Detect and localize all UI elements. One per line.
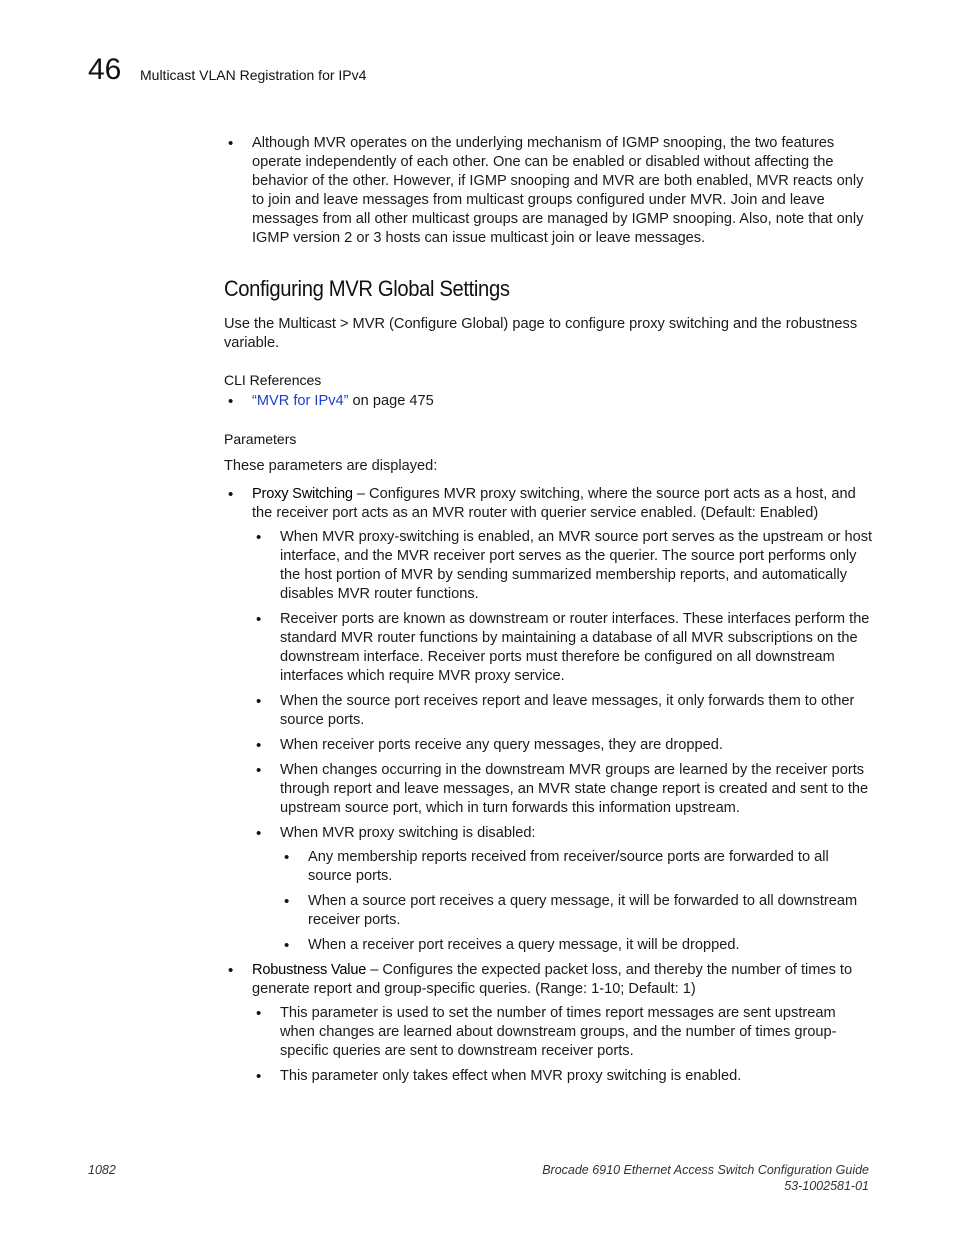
- cli-reference-page: on page 475: [348, 393, 434, 409]
- param-proxy-switching: [224, 485, 874, 523]
- param-term: Proxy Switching: [252, 486, 353, 502]
- footer-doc-number: 53-1002581-01: [784, 1179, 869, 1193]
- list-item: • When changes occurring in the downstream MVR groups are learned by the receiver ports through report and leave messages, an MVR state change report is created and sent to the upstream source port, which in turn forwards this information upstream.: [252, 761, 874, 818]
- list-item: • When MVR proxy switching is disabled:: [252, 824, 874, 843]
- footer-guide-info: [542, 1162, 869, 1194]
- page-content: [224, 134, 874, 1086]
- parameters-heading: Parameters: [224, 431, 297, 447]
- list-item: • When a receiver port receives a query message, it will be dropped.: [280, 936, 874, 955]
- list-item: • This parameter only takes effect when MVR proxy switching is enabled.: [252, 1067, 874, 1086]
- list-item: • When a source port receives a query message, it will be forwarded to all downstream receiver ports.: [280, 892, 874, 930]
- param-term: Robustness Value: [252, 962, 367, 978]
- param-robustness-value: [224, 961, 874, 999]
- list-item: • This parameter is used to set the number of times report messages are sent upstream when changes are learned about downstream groups, and the number of times group-specific queries are sent to downstream receiver ports.: [252, 1004, 874, 1061]
- section-title: Configuring MVR Global Settings: [224, 276, 510, 301]
- chapter-number: 46: [88, 53, 122, 86]
- list-item: • When MVR proxy-switching is enabled, an MVR source port serves as the upstream or host interface, and the MVR receiver port serves as the querier. The source port performs only the host portion of MVR by sending summarized membership reports, and automatically disables MVR router functions.: [252, 528, 874, 604]
- cli-reference-item: [224, 392, 874, 411]
- footer-page-number: 1082: [88, 1163, 116, 1177]
- footer-guide-title: Brocade 6910 Ethernet Access Switch Configuration Guide: [542, 1163, 869, 1177]
- param-desc: – Configures the expected packet loss, and thereby the number of times to generate report and group-specific queries. (Range: 1-10; Default: 1): [252, 962, 853, 997]
- cli-reference-link[interactable]: “MVR for IPv4”: [252, 393, 349, 409]
- parameters-intro: These parameters are displayed:: [224, 458, 438, 474]
- list-item: • When receiver ports receive any query messages, they are dropped.: [252, 736, 874, 755]
- list-item: • Any membership reports received from receiver/source ports are forwarded to all source ports.: [280, 848, 874, 886]
- param-desc: – Configures MVR proxy switching, where the source port acts as a host, and the receiver port acts as an MVR router with querier service enabled. (Default: Enabled): [252, 486, 856, 521]
- section-description: Use the Multicast > MVR (Configure Global) page to configure proxy switching and the robustness variable.: [224, 316, 858, 351]
- intro-bullet: • Although MVR operates on the underlying mechanism of IGMP snooping, the two features operate independently of each other. One can be enabled or disabled without affecting the behavior of the other. However, if IGMP snooping and MVR are both enabled, MVR reacts only to join and leave messages from multicast groups configured under MVR. Join and leave messages from all other multicast groups are managed by IGMP snooping. Also, note that only IGMP version 2 or 3 hosts can issue multicast join or leave messages.: [224, 134, 874, 248]
- cli-references-heading: CLI References: [224, 372, 322, 388]
- list-item: • Receiver ports are known as downstream or router interfaces. These interfaces perform the standard MVR router functions by maintaining a database of all MVR subscriptions on the downstream interface. Receiver ports must therefore be configured on all downstream interfaces which require MVR proxy service.: [252, 610, 874, 686]
- chapter-title: Multicast VLAN Registration for IPv4: [140, 67, 367, 83]
- list-item: • When the source port receives report and leave messages, it only forwards them to other source ports.: [252, 692, 874, 730]
